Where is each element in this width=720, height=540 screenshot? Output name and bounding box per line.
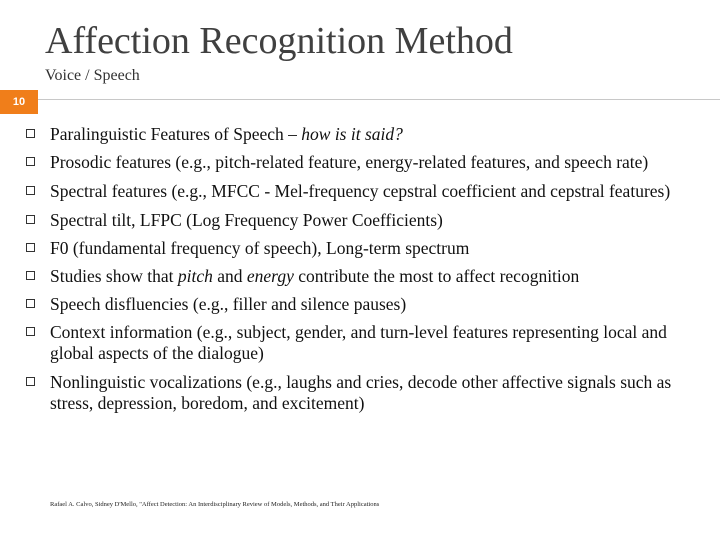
bullet-item [22, 372, 702, 414]
square-bullet-icon [26, 129, 35, 138]
square-bullet-icon [26, 299, 35, 308]
bullet-text: and [212, 266, 247, 286]
bullet-text: Spectral tilt, LFPC (Log Frequency Power Coefficients) [50, 210, 443, 230]
bullet-text: Speech disfluencies (e.g., filler and silence pauses) [50, 294, 407, 314]
bullet-item [22, 181, 702, 202]
citation-footnote: Rafael A. Calvo, Sidney D'Mello, "Affect Detection: An Interdisciplinary Review of Models, Methods, and Their Applications [50, 501, 380, 508]
square-bullet-icon [26, 377, 35, 386]
bullet-text: contribute the most to affect recognition [293, 266, 580, 286]
square-bullet-icon [26, 327, 35, 336]
bullet-text: Context information (e.g., subject, gender, and turn-level features representing local and global aspects of the dialogue) [50, 322, 667, 363]
square-bullet-icon [26, 271, 35, 280]
bullet-item [22, 152, 702, 173]
bullet-text: Prosodic features (e.g., pitch-related feature, energy-related features, and speech rate) [50, 152, 649, 172]
bullet-item [22, 124, 702, 145]
bullet-text: F0 (fundamental frequency of speech), Long-term spectrum [50, 238, 470, 258]
bullet-item [22, 238, 702, 259]
bullet-text: Studies show that [50, 266, 178, 286]
bullet-list [22, 124, 702, 422]
slide-number-badge: 10 [0, 90, 38, 114]
slide-subtitle: Voice / Speech [45, 67, 140, 84]
bullet-item [22, 322, 702, 364]
square-bullet-icon [26, 157, 35, 166]
square-bullet-icon [26, 215, 35, 224]
bullet-text: Spectral features (e.g., MFCC - Mel-frequency cepstral coefficient and cepstral features) [50, 181, 671, 201]
bullet-text-italic: pitch [177, 266, 213, 286]
bullet-text: Paralinguistic Features of Speech – [50, 124, 302, 144]
header-divider [38, 99, 720, 100]
bullet-item [22, 266, 702, 287]
bullet-text: Nonlinguistic vocalizations (e.g., laughs and cries, decode other affective signals such as stress, depression, boredom, and excitement) [50, 372, 672, 413]
bullet-item [22, 294, 702, 315]
square-bullet-icon [26, 243, 35, 252]
bullet-text-italic: how is it said? [301, 124, 403, 144]
bullet-item [22, 210, 702, 231]
slide-title: Affection Recognition Method [45, 20, 513, 62]
bullet-text-italic: energy [246, 266, 294, 286]
square-bullet-icon [26, 186, 35, 195]
